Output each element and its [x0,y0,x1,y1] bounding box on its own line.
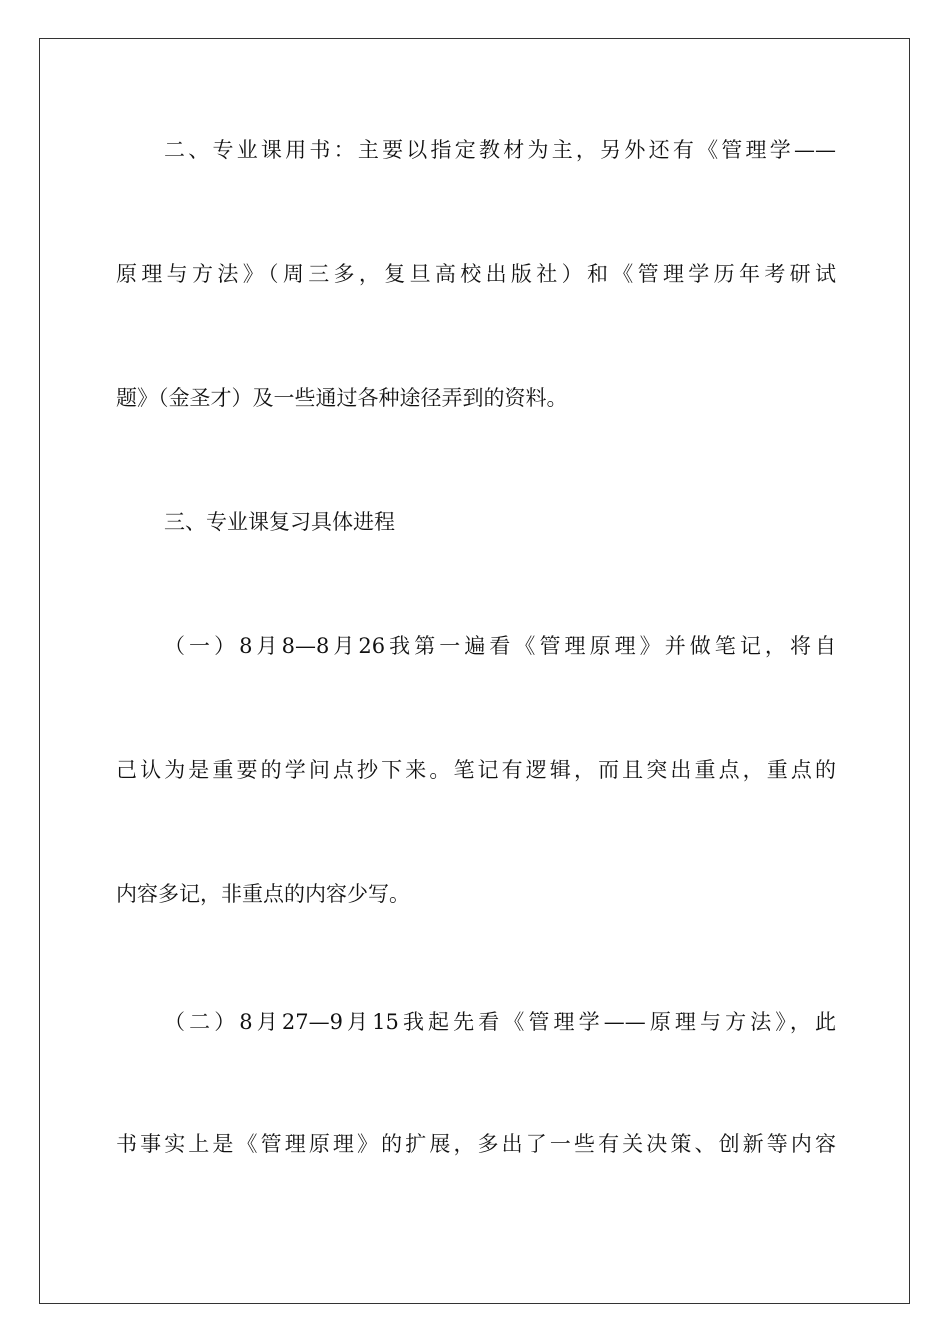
paragraph-3a-line-1: （一）8月8—8月26我第一遍看《管理原理》并做笔记，将自 [164,634,836,658]
section-heading-3: 三、专业课复习具体进程 [164,510,395,534]
paragraph-2-line-3: 题》（金圣才）及一些通过各种途径弄到的资料。 [116,386,568,410]
paragraph-3a-line-3: 内容多记，非重点的内容少写。 [116,882,410,906]
paragraph-2-line-1: 二、专业课用书：主要以指定教材为主，另外还有《管理学—— [164,138,836,162]
paragraph-2-line-2: 原理与方法》（周三多，复旦高校出版社）和《管理学历年考研试 [116,262,836,286]
paragraph-3b-line-1: （二）8月27—9月15我起先看《管理学——原理与方法》，此 [164,1010,836,1034]
page-border [39,38,910,1304]
paragraph-3b-line-2: 书事实上是《管理原理》的扩展，多出了一些有关决策、创新等内容 [116,1132,836,1156]
paragraph-3a-line-2: 己认为是重要的学问点抄下来。笔记有逻辑，而且突出重点，重点的 [116,758,836,782]
